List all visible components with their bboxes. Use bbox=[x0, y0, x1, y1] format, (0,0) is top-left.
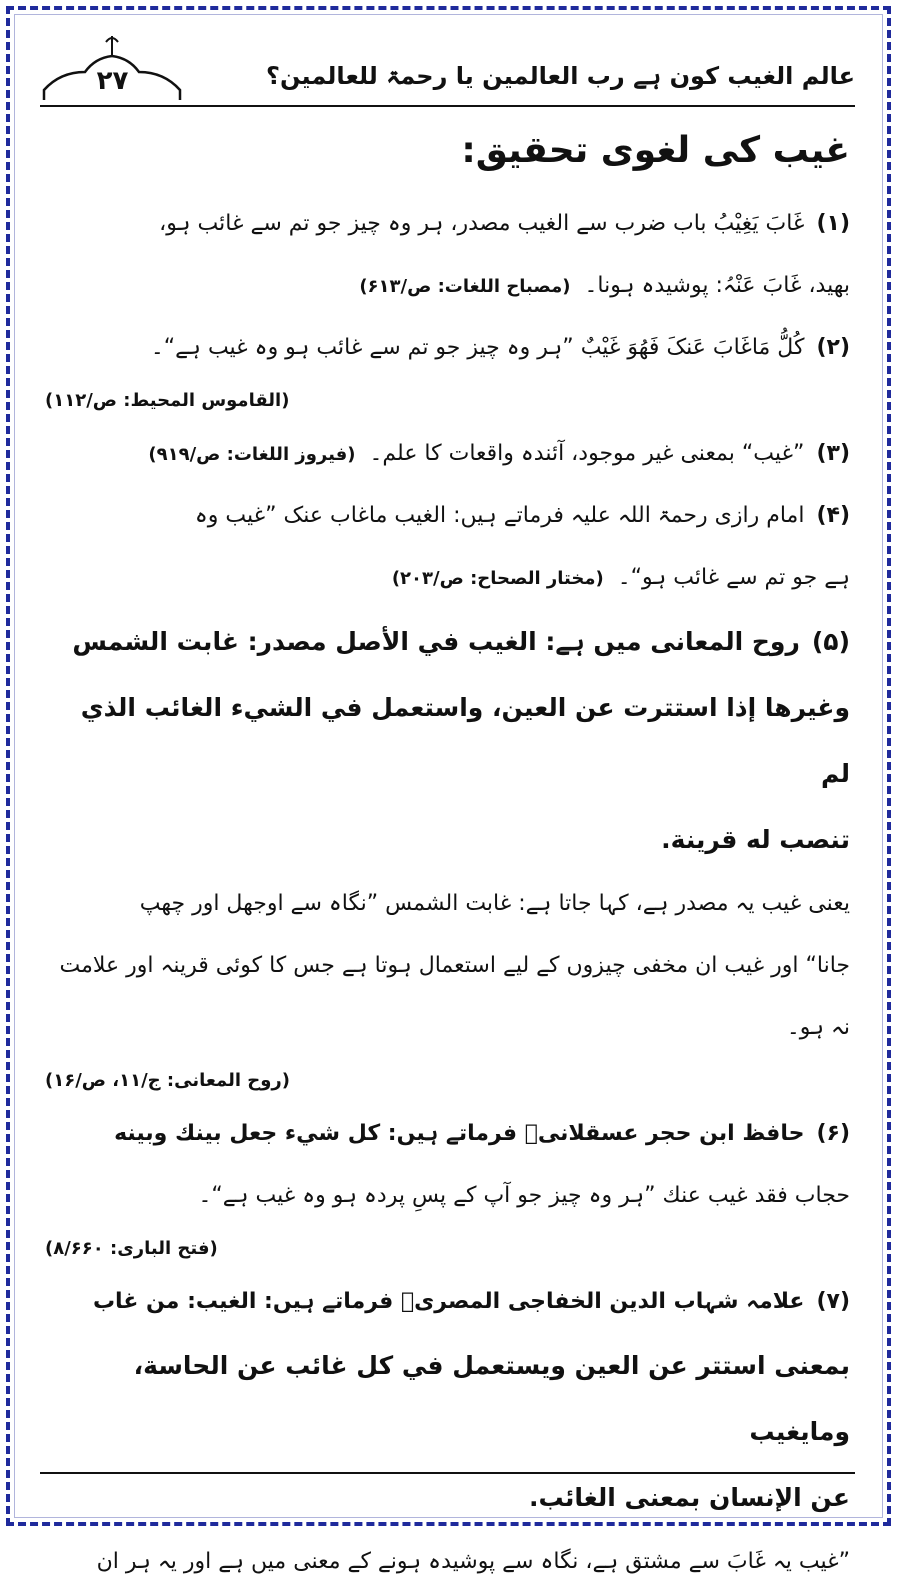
paragraph-4-cont: ہے جو تم سے غائب ہو“۔ (مختار الصحاح: ص/۲۰۳) bbox=[391, 565, 850, 590]
page-number: ۲۷ bbox=[96, 66, 129, 96]
header-rule bbox=[40, 105, 855, 107]
paragraph-2: (۲)کُلُّ مَاغَابَ عَنکَ فَھُوَ غَیْبٌ ”ہر وہ چیز جو تم سے غائب ہو وہ غیب ہے“۔ bbox=[150, 335, 850, 360]
reference-5: (روح المعانی: ج/۱۱، ص/۱۶) bbox=[45, 1070, 291, 1091]
paragraph-5: (۵)روح المعانی میں ہے: الغيب في الأصل مصدر: غابت الشمس bbox=[72, 627, 850, 656]
page-body bbox=[45, 130, 850, 1593]
paragraph-1-cont: بھید، غَابَ عَنْہُ: پوشیدہ ہونا۔ (مصباح اللغات: ص/۶۱۳) bbox=[359, 273, 850, 298]
running-title: عالم الغیب کون ہے رب العالمین یا رحمۃ للعالمین؟ bbox=[266, 62, 855, 90]
reference-3: (فیروز اللغات: ص/۹۱۹) bbox=[148, 444, 356, 465]
section-heading: غیب کی لغوی تحقیق: bbox=[461, 130, 850, 171]
paragraph-7-urdu: ”غیب یہ غَابَ سے مشتق ہے، نگاہ سے پوشیدہ ہونے کے معنی میں ہے اور یہ ہر ان bbox=[96, 1549, 850, 1574]
reference-1: (مصباح اللغات: ص/۶۱۳) bbox=[359, 276, 571, 297]
page-number-badge bbox=[40, 30, 185, 105]
paragraph-6: (۶)حافظ ابن حجر عسقلانیؒ فرماتے ہیں: كل شيء جعل بينك وبينه bbox=[114, 1121, 850, 1146]
paragraph-5-line3: تنصب له قرينة. bbox=[661, 825, 850, 854]
paragraph-5-line2: وغيرها إذا استترت عن العين، واستعمل في الشيء الغائب الذي لم bbox=[80, 693, 850, 788]
paragraph-7-line2: بمعنی استتر عن العين ويستعمل في كل غائب عن الحاسة، ومايغيب bbox=[133, 1351, 850, 1446]
paragraph-7: (۷)علامہ شہاب الدین الخفاجی المصریؒ فرماتے ہیں: الغيب: من غاب bbox=[92, 1289, 850, 1314]
paragraph-3: (۳)”غیب“ بمعنی غیر موجود، آئندہ واقعات کا علم۔ (فیروز اللغات: ص/۹۱۹) bbox=[148, 441, 850, 466]
reference-6: (فتح الباری: ۸/۶۶۰) bbox=[45, 1238, 218, 1259]
paragraph-5-urdu: یعنی غیب یہ مصدر ہے، کہا جاتا ہے: غابت الشمس ”نگاہ سے اوجھل اور چھپ bbox=[139, 891, 850, 916]
paragraph-1: (۱)غَابَ یَغِیْبُ باب ضرب سے الغیب مصدر، ہر وہ چیز جو تم سے غائب ہو، bbox=[159, 211, 850, 236]
reference-2: (القاموس المحیط: ص/۱۱۲) bbox=[45, 390, 290, 411]
paragraph-6-cont: حجاب فقد غيب عنك ”ہر وہ چیز جو آپ کے پسِ پردہ ہو وہ غیب ہے“۔ bbox=[198, 1183, 850, 1208]
page-header bbox=[40, 30, 855, 110]
reference-4: (مختار الصحاح: ص/۲۰۳) bbox=[391, 568, 604, 589]
paragraph-4: (۴)امام رازی رحمۃ اللہ علیہ فرماتے ہیں: الغیب ماغاب عنک ”غیب وہ bbox=[194, 503, 850, 528]
paragraph-5-urdu-cont: جانا“ اور غیب ان مخفی چیزوں کے لیے استعمال ہوتا ہے جس کا کوئی قرینہ اور علامت نہ ہو۔ bbox=[59, 953, 850, 1040]
paragraph-7-line3: عن الإنسان بمعنى الغائب. bbox=[529, 1483, 850, 1512]
footer-rule bbox=[40, 1472, 855, 1474]
